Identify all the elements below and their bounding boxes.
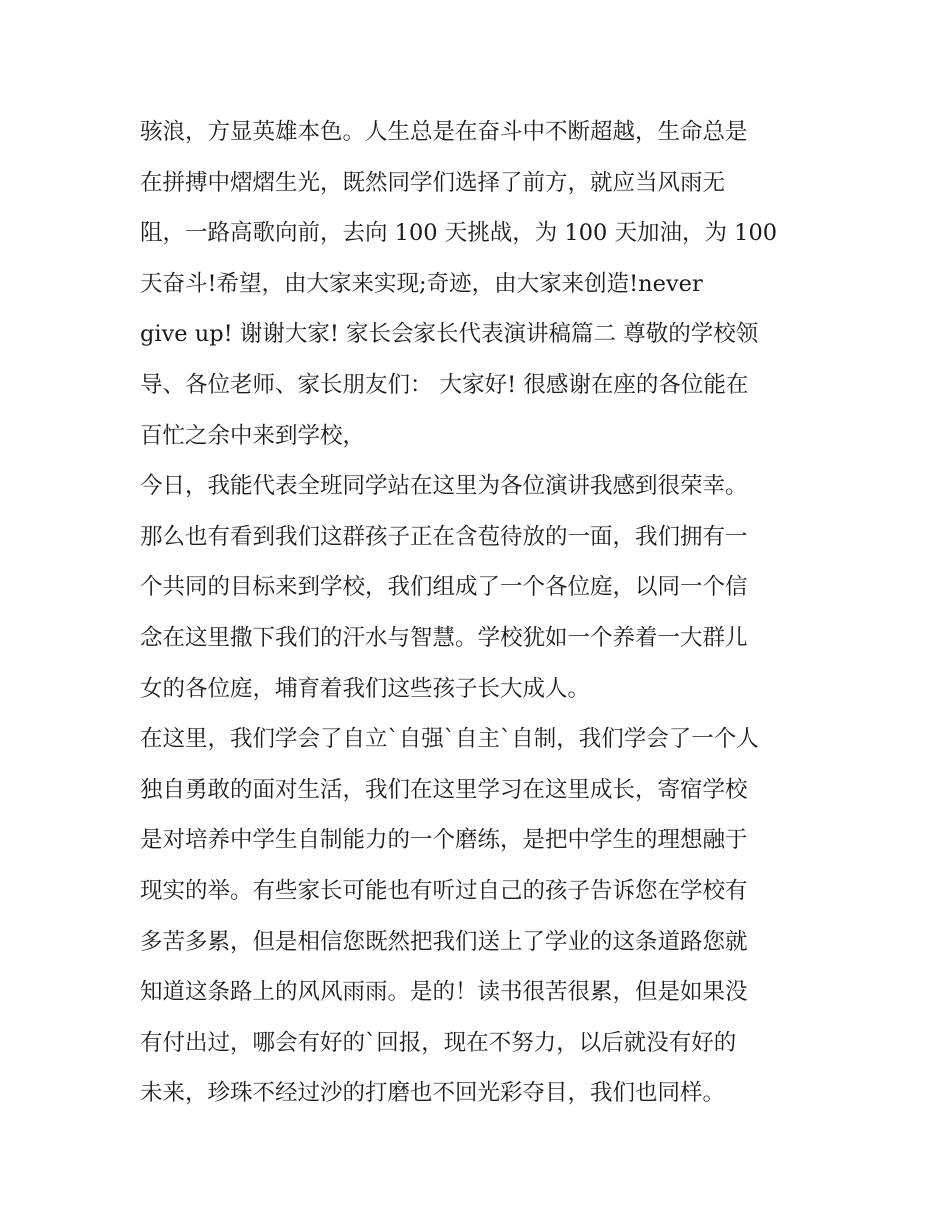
text-line: 那么也有看到我们这群孩子正在含苞待放的一面，我们拥有一 xyxy=(140,523,748,550)
text-line: 阻，一路高歌向前，去向 100 天挑战，为 100 天加油，为 100 xyxy=(140,220,778,247)
text-line: 未来，珍珠不经过沙的打磨也不回光彩夺目，我们也同样。 xyxy=(140,1080,726,1107)
text-line: 导、各位老师、家长朋友们： 大家好! 很感谢在座的各位能在 xyxy=(140,371,749,398)
text-line: 念在这里撒下我们的汗水与智慧。学校犹如一个养着一大群儿 xyxy=(140,624,748,651)
text-line: 百忙之余中来到学校， xyxy=(140,422,366,449)
text-line: 女的各位庭，埔育着我们这些孩子长大成人。 xyxy=(140,675,591,702)
text-line: 知道这条路上的风风雨雨。是的！读书很苦很累，但是如果没 xyxy=(140,979,748,1006)
text-line: 今日，我能代表全班同学站在这里为各位演讲我感到很荣幸。 xyxy=(140,473,748,500)
text-line: 在这里，我们学会了自立`自强`自主`自制，我们学会了一个人 xyxy=(140,726,759,753)
text-line: 有付出过，哪会有好的`回报，现在不努力，以后就没有好的 xyxy=(140,1029,737,1056)
text-line: 个共同的目标来到学校，我们组成了一个各位庭，以同一个信 xyxy=(140,574,748,601)
text-line: give up! 谢谢大家! 家长会家长代表演讲稿篇二 尊敬的学校领 xyxy=(140,321,759,348)
text-line: 天奋斗!希望，由大家来实现;奇迹，由大家来创造!never xyxy=(140,270,703,297)
text-line: 独自勇敢的面对生活，我们在这里学习在这里成长，寄宿学校 xyxy=(140,776,748,803)
text-line: 多苦多累，但是相信您既然把我们送上了学业的这条道路您就 xyxy=(140,928,748,955)
text-line: 骇浪，方显英雄本色。人生总是在奋斗中不断超越，生命总是 xyxy=(140,119,748,145)
text-line: 是对培养中学生自制能力的一个磨练，是把中学生的理想融于 xyxy=(140,827,748,854)
body-text xyxy=(140,107,820,1119)
text-line: 在拼搏中熠熠生光，既然同学们选择了前方，就应当风雨无 xyxy=(140,169,726,196)
text-line: 现实的举。有些家长可能也有听过自己的孩子告诉您在学校有 xyxy=(140,877,748,904)
